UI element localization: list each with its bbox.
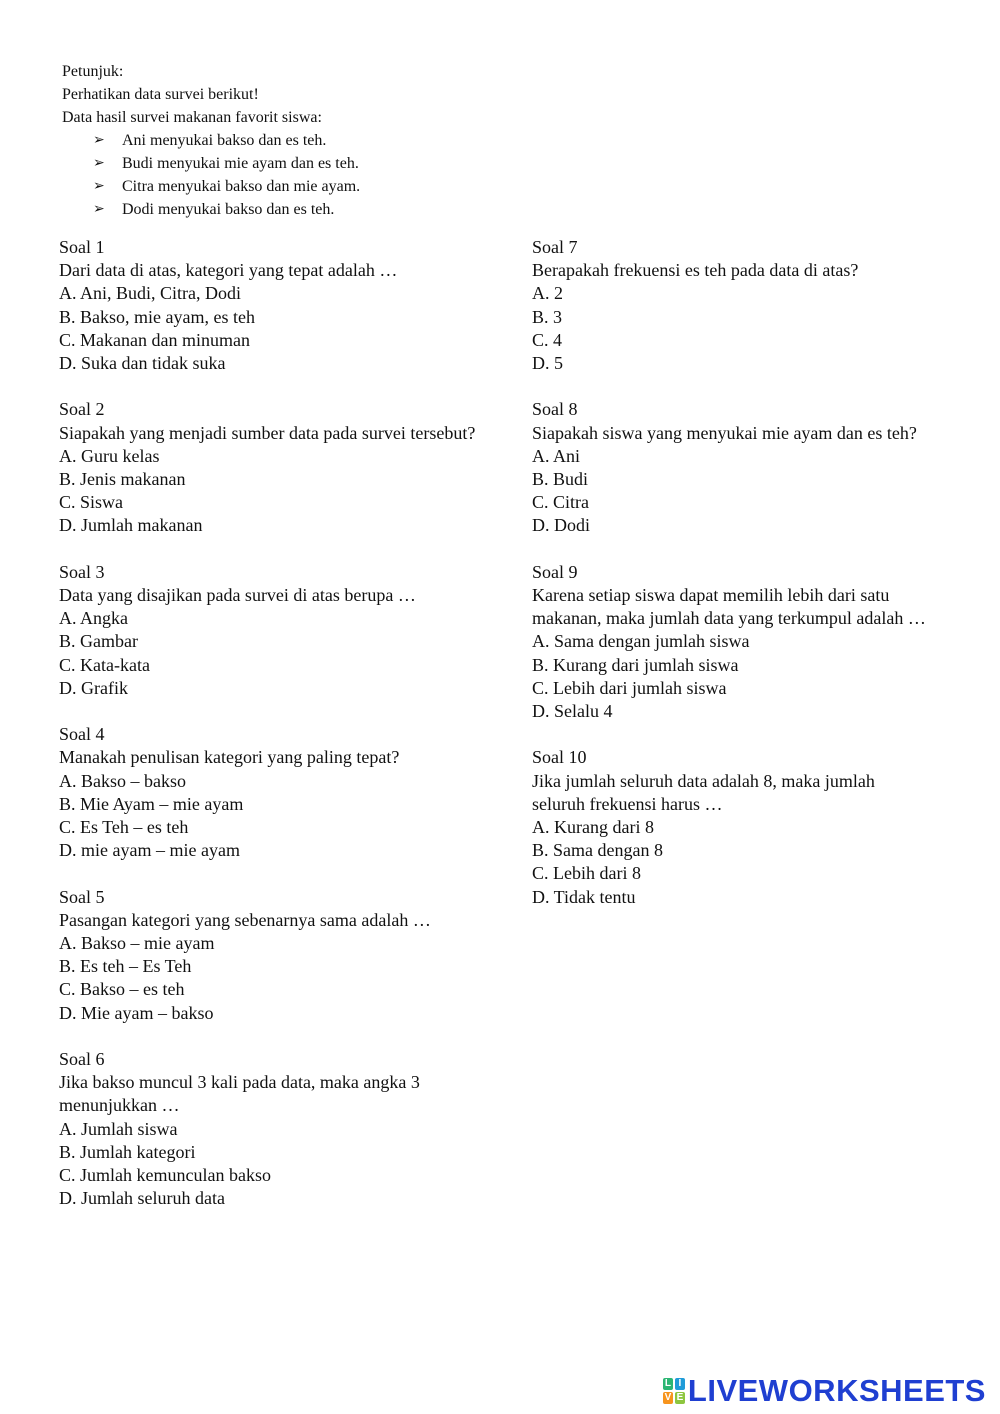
list-item-text: Ani menyukai bakso dan es teh. <box>122 132 327 149</box>
answer-option-c[interactable]: C. Siswa <box>59 492 124 513</box>
answer-option-b[interactable]: B. Mie Ayam – mie ayam <box>59 793 244 814</box>
answer-option-b[interactable]: B. Jenis makanan <box>59 469 186 490</box>
logo-mark-icon <box>663 1378 685 1404</box>
question-text: Karena setiap siswa dapat memilih lebih dari satu makanan, maka jumlah data yang terkumpul adalah … <box>532 585 926 629</box>
answer-option-a[interactable]: A. Angka <box>59 608 128 629</box>
question-text: Pasangan kategori yang sebenarnya sama adalah … <box>59 909 431 930</box>
question-title: Soal 1 <box>59 237 105 257</box>
question-text: Data yang disajikan pada survei di atas berupa … <box>59 585 416 606</box>
question-4 <box>59 723 499 862</box>
question-text: Siapakah yang menjadi sumber data pada survei tersebut? <box>59 422 476 443</box>
liveworksheets-logo <box>663 1374 986 1408</box>
list-item-text: Citra menyukai bakso dan mie ayam. <box>122 178 361 195</box>
answer-option-b[interactable]: B. Budi <box>532 469 589 490</box>
instructions <box>62 60 662 221</box>
question-2 <box>59 398 499 537</box>
question-title: Soal 7 <box>532 237 578 257</box>
answer-option-c[interactable]: C. Es Teh – es teh <box>59 817 189 838</box>
answer-option-d[interactable]: D. Selalu 4 <box>532 701 613 722</box>
answer-option-c[interactable]: C. 4 <box>532 329 563 350</box>
list-item <box>93 129 662 152</box>
question-1 <box>59 236 499 375</box>
answer-option-c[interactable]: C. Lebih dari 8 <box>532 863 641 884</box>
questions-right-column <box>532 236 972 932</box>
arrow-bullet-icon: ➢ <box>93 202 105 217</box>
question-title: Soal 3 <box>59 561 105 582</box>
answer-option-b[interactable]: B. Jumlah kategori <box>59 1141 196 1162</box>
answer-option-a[interactable]: A. Bakso – mie ayam <box>59 933 215 954</box>
answer-option-a[interactable]: A. Ani, Budi, Citra, Dodi <box>59 283 242 304</box>
question-title: Soal 4 <box>59 724 105 745</box>
answer-option-a[interactable]: A. Bakso – bakso <box>59 770 186 791</box>
arrow-bullet-icon: ➢ <box>93 179 105 194</box>
answer-option-b[interactable]: B. Sama dengan 8 <box>532 840 663 861</box>
logo-text: LIVEWORKSHEETS <box>687 1373 986 1408</box>
instructions-heading: Petunjuk: <box>62 63 124 80</box>
arrow-bullet-icon: ➢ <box>93 156 105 171</box>
answer-option-d[interactable]: D. Mie ayam – bakso <box>59 1002 214 1023</box>
answer-option-b[interactable]: B. Kurang dari jumlah siswa <box>532 654 739 675</box>
question-8 <box>532 398 972 537</box>
list-item-text: Dodi menyukai bakso dan es teh. <box>122 201 335 218</box>
answer-option-a[interactable]: A. Sama dengan jumlah siswa <box>532 631 750 652</box>
logo-mark-letter: V <box>664 1392 672 1403</box>
answer-option-d[interactable]: D. Jumlah makanan <box>59 515 203 536</box>
question-text: Jika jumlah seluruh data adalah 8, maka jumlah seluruh frekuensi harus … <box>532 770 875 814</box>
question-title: Soal 8 <box>532 399 578 420</box>
answer-option-d[interactable]: D. Tidak tentu <box>532 886 636 907</box>
question-text: Manakah penulisan kategori yang paling tepat? <box>59 747 400 768</box>
answer-option-c[interactable]: C. Bakso – es teh <box>59 979 185 1000</box>
answer-option-c[interactable]: C. Kata-kata <box>59 654 150 675</box>
question-title: Soal 10 <box>532 747 587 768</box>
question-text: Siapakah siswa yang menyukai mie ayam dan es teh? <box>532 422 917 443</box>
question-text: Dari data di atas, kategori yang tepat adalah … <box>59 260 398 281</box>
logo-mark-letter: E <box>676 1392 684 1403</box>
answer-option-d[interactable]: D. Suka dan tidak suka <box>59 353 226 374</box>
answer-option-b[interactable]: B. Gambar <box>59 631 138 652</box>
list-item-text: Budi menyukai mie ayam dan es teh. <box>122 155 359 172</box>
question-7 <box>532 236 972 375</box>
question-6 <box>59 1048 499 1210</box>
answer-option-c[interactable]: C. Lebih dari jumlah siswa <box>532 677 727 698</box>
answer-option-a[interactable]: A. 2 <box>532 283 563 304</box>
question-title: Soal 5 <box>59 886 105 907</box>
question-5 <box>59 886 499 1025</box>
question-title: Soal 2 <box>59 399 105 420</box>
question-text: Jika bakso muncul 3 kali pada data, maka angka 3 menunjukkan … <box>59 1072 420 1116</box>
list-item <box>93 175 662 198</box>
answer-option-d[interactable]: D. mie ayam – mie ayam <box>59 840 240 861</box>
question-3 <box>59 561 499 700</box>
answer-option-d[interactable]: D. Jumlah seluruh data <box>59 1188 225 1209</box>
answer-option-b[interactable]: B. Es teh – Es Teh <box>59 956 192 977</box>
logo-mark-letter: I <box>675 1378 685 1390</box>
question-9 <box>532 561 972 723</box>
answer-option-d[interactable]: D. 5 <box>532 353 563 374</box>
answer-option-a[interactable]: A. Kurang dari 8 <box>532 817 654 838</box>
answer-option-d[interactable]: D. Dodi <box>532 515 590 536</box>
arrow-bullet-icon: ➢ <box>93 133 105 148</box>
answer-option-a[interactable]: A. Jumlah siswa <box>59 1118 178 1139</box>
answer-option-a[interactable]: A. Ani <box>532 445 581 466</box>
answer-option-d[interactable]: D. Grafik <box>59 677 128 698</box>
survey-caption: Data hasil survei makanan favorit siswa: <box>62 109 322 126</box>
answer-option-c[interactable]: C. Makanan dan minuman <box>59 329 250 350</box>
question-title: Soal 9 <box>532 561 578 582</box>
question-10 <box>532 746 972 908</box>
answer-option-c[interactable]: C. Jumlah kemunculan bakso <box>59 1165 271 1186</box>
list-item <box>93 198 662 221</box>
list-item <box>93 152 662 175</box>
survey-data-list <box>62 129 662 221</box>
question-title: Soal 6 <box>59 1049 105 1070</box>
answer-option-a[interactable]: A. Guru kelas <box>59 445 160 466</box>
answer-option-c[interactable]: C. Citra <box>532 492 589 513</box>
question-text: Berapakah frekuensi es teh pada data di atas? <box>532 260 859 281</box>
answer-option-b[interactable]: B. Bakso, mie ayam, es teh <box>59 306 255 327</box>
instructions-line: Perhatikan data survei berikut! <box>62 86 259 103</box>
questions-left-column <box>59 236 499 1234</box>
answer-option-b[interactable]: B. 3 <box>532 306 563 327</box>
logo-mark-letter: L <box>664 1378 671 1389</box>
